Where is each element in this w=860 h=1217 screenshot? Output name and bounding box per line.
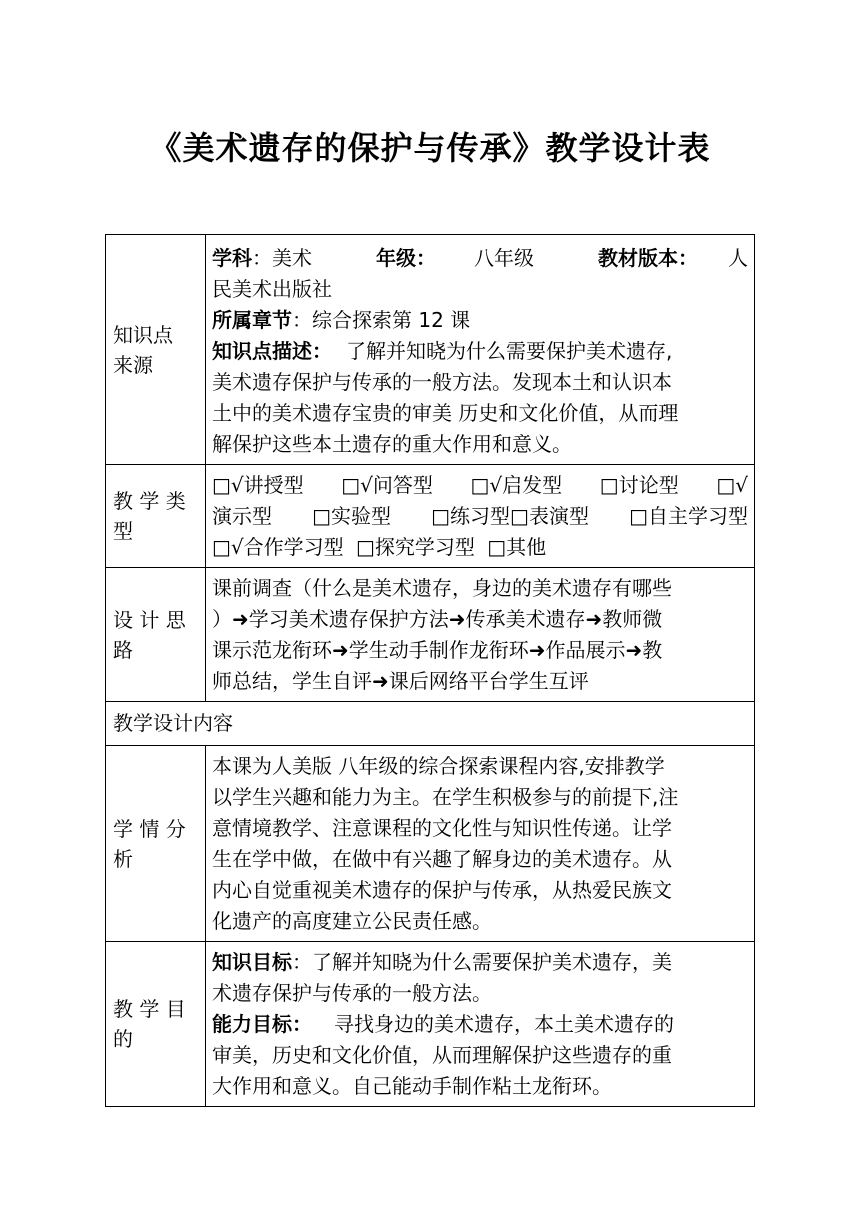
grade-value: 八年级 bbox=[474, 246, 534, 270]
idea-line: ）➜学习美术遗存保护方法➜传承美术遗存➜教师微 bbox=[212, 607, 663, 631]
type-option[interactable]: □√ bbox=[716, 473, 748, 497]
grade-key: 年级 bbox=[376, 246, 416, 270]
knowledge-goal-text: 了解并知晓为什么需要保护美术遗存，美 bbox=[312, 950, 672, 974]
type-option[interactable]: 演示型 bbox=[212, 504, 272, 528]
label-teaching-type bbox=[106, 465, 206, 568]
analysis-line: 内心自觉重视美术遗存的保护与传承，从热爱民族文 bbox=[212, 878, 672, 902]
analysis-line: 意情境教学、注意课程的文化性与知识性传递。让学 bbox=[212, 816, 672, 840]
edition-value-cont: 民美术出版社 bbox=[212, 277, 332, 301]
desc-key: 知识点描述： bbox=[212, 339, 332, 363]
type-option[interactable]: □实验型 bbox=[312, 504, 392, 528]
cell-design-idea bbox=[206, 568, 755, 702]
cell-teaching-type bbox=[206, 465, 755, 568]
chapter-key: 所属章节 bbox=[212, 308, 292, 332]
meta-line bbox=[212, 243, 748, 274]
label-teaching-goal bbox=[106, 942, 206, 1107]
teaching-design-table bbox=[105, 234, 755, 1107]
knowledge-goal-sep: ： bbox=[292, 950, 312, 974]
type-option[interactable]: □其他 bbox=[487, 535, 547, 559]
label-line: 路 bbox=[113, 637, 133, 662]
label-line: 来源 bbox=[113, 352, 153, 377]
type-option[interactable]: □讨论型 bbox=[599, 473, 679, 497]
goal-line bbox=[212, 947, 748, 978]
goal-line bbox=[212, 1009, 748, 1040]
type-line bbox=[212, 532, 748, 563]
type-line bbox=[212, 470, 748, 501]
desc-line: 土中的美术遗存宝贵的审美 历史和文化价值，从而理 bbox=[212, 401, 679, 425]
subject-key: 学科 bbox=[212, 246, 252, 270]
document-title: 《美术遗存的保护与传承》教学设计表 bbox=[149, 129, 711, 167]
knowledge-goal-key: 知识目标 bbox=[212, 950, 292, 974]
label-line: 教 学 目 bbox=[113, 997, 186, 1021]
label-line: 析 bbox=[113, 846, 133, 871]
desc-line: 解保护这些本土遗存的重大作用和意义。 bbox=[212, 432, 572, 456]
desc-line: 美术遗存保护与传承的一般方法。发现本土和认识本 bbox=[212, 370, 672, 394]
edition-value: 人 bbox=[728, 246, 748, 270]
chapter-value: 综合探索第 12 课 bbox=[312, 308, 471, 332]
row-knowledge-source bbox=[106, 235, 755, 465]
subject-value: 美术 bbox=[272, 246, 312, 270]
type-option[interactable]: □练习型□表演型 bbox=[431, 504, 589, 528]
ability-goal-text: 寻找身边的美术遗存，本土美术遗存的 bbox=[334, 1012, 674, 1036]
type-option[interactable]: □√问答型 bbox=[341, 473, 433, 497]
idea-line: 课前调查（什么是美术遗存，身边的美术遗存有哪些 bbox=[212, 576, 672, 600]
label-knowledge-source bbox=[106, 235, 206, 465]
ability-goal-key: 能力目标： bbox=[212, 1012, 312, 1036]
label-line: 知识点 bbox=[113, 322, 173, 347]
row-teaching-goal bbox=[106, 942, 755, 1107]
analysis-line: 以学生兴趣和能力为主。在学生积极参与的前提下,注 bbox=[212, 785, 679, 809]
type-option[interactable]: □√讲授型 bbox=[212, 473, 304, 497]
chapter-sep: ： bbox=[292, 308, 312, 332]
label-line: 教 学 类 bbox=[113, 489, 186, 513]
type-line bbox=[212, 501, 748, 532]
idea-line: 课示范龙衔环➜学生动手制作龙衔环➜作品展示➜教 bbox=[212, 638, 663, 662]
analysis-line: 化遗产的高度建立公民责任感。 bbox=[212, 909, 492, 933]
idea-line: 师总结，学生自评➜课后网络平台学生互评 bbox=[212, 669, 589, 693]
type-option[interactable]: □自主学习型 bbox=[629, 504, 748, 528]
analysis-line: 生在学中做，在做中有兴趣了解身边的美术遗存。从 bbox=[212, 847, 672, 871]
desc-text: 了解并知晓为什么需要保护美术遗存, bbox=[346, 339, 673, 363]
row-content-header bbox=[106, 702, 755, 746]
type-option[interactable]: □√启发型 bbox=[470, 473, 563, 497]
content-header: 教学设计内容 bbox=[106, 702, 755, 746]
cell-student-analysis bbox=[206, 746, 755, 942]
goal-line: 大作用和意义。自己能动手制作粘土龙衔环。 bbox=[212, 1074, 612, 1098]
row-student-analysis bbox=[106, 746, 755, 942]
type-option[interactable]: □√合作学习型 bbox=[212, 535, 344, 559]
goal-line: 审美，历史和文化价值，从而理解保护这些遗存的重 bbox=[212, 1043, 672, 1067]
label-design-idea bbox=[106, 568, 206, 702]
chapter-line bbox=[212, 305, 748, 336]
cell-knowledge-source bbox=[206, 235, 755, 465]
label-line: 的 bbox=[113, 1027, 133, 1051]
subject-sep: ： bbox=[252, 246, 272, 270]
type-option[interactable]: □探究学习型 bbox=[356, 535, 475, 559]
grade-sep: ： bbox=[416, 246, 436, 270]
label-line: 设 计 思 bbox=[113, 607, 186, 632]
label-line: 型 bbox=[113, 519, 133, 543]
edition-key: 教材版本 bbox=[598, 246, 678, 270]
edition-sep: ： bbox=[678, 246, 698, 270]
desc-line bbox=[212, 336, 748, 367]
goal-line: 术遗存保护与传承的一般方法。 bbox=[212, 981, 492, 1005]
cell-teaching-goal bbox=[206, 942, 755, 1107]
analysis-line: 本课为人美版 八年级的综合探索课程内容,安排教学 bbox=[212, 754, 665, 778]
row-teaching-type bbox=[106, 465, 755, 568]
label-student-analysis bbox=[106, 746, 206, 942]
label-line: 学 情 分 bbox=[113, 816, 186, 841]
row-design-idea bbox=[106, 568, 755, 702]
